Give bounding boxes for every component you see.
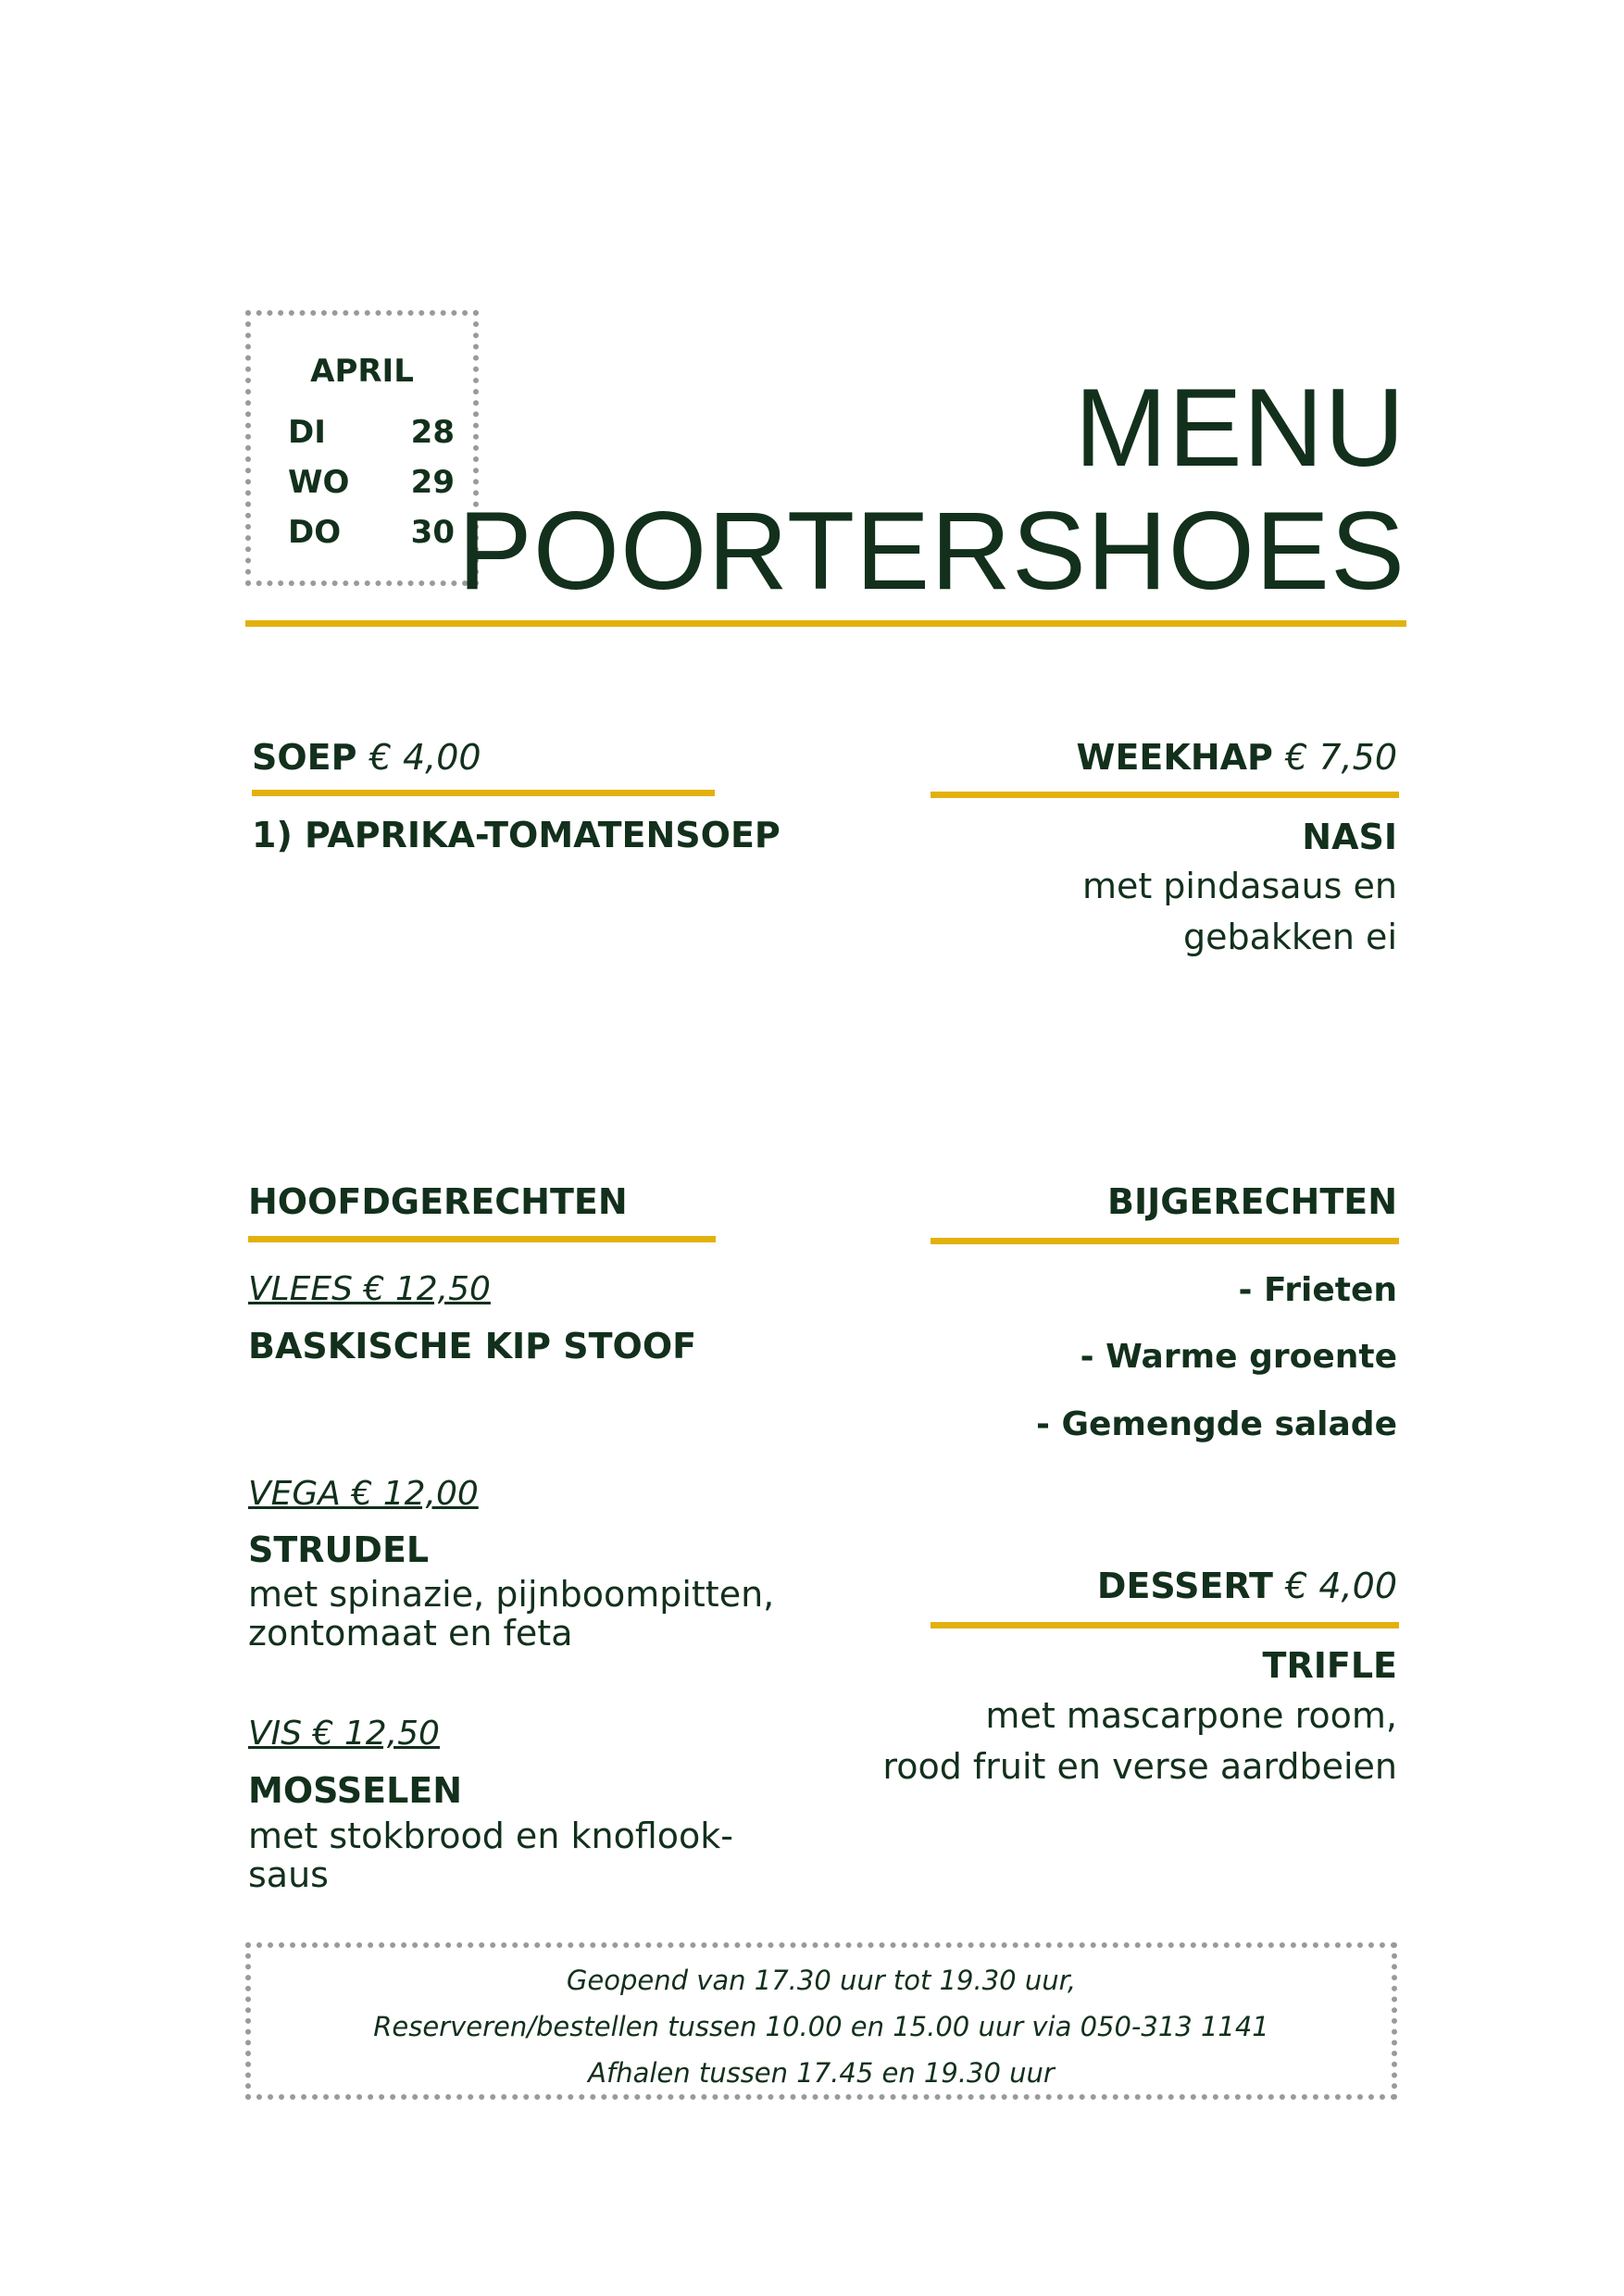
dessert-divider	[931, 1622, 1399, 1628]
vega-item: STRUDEL	[248, 1529, 430, 1570]
date-number: 30	[410, 514, 455, 551]
weekhap-item: NASI	[1302, 817, 1397, 857]
main-dishes-divider	[248, 1236, 716, 1242]
date-number: 29	[410, 464, 455, 501]
dessert-label: DESSERT	[1096, 1566, 1273, 1606]
dessert-description-line: met mascarpone room,	[985, 1695, 1397, 1736]
soup-price: € 4,00	[369, 737, 481, 778]
fish-item: MOSSELEN	[248, 1770, 463, 1811]
footer-opening-hours: Geopend van 17.30 uur tot 19.30 uur,	[566, 1965, 1077, 1996]
page-title-line1: MENU	[1074, 366, 1405, 490]
soup-header	[252, 737, 481, 778]
date-number: 28	[410, 414, 455, 451]
fish-price: VIS € 12,50	[248, 1715, 440, 1753]
date-day: WO	[288, 464, 350, 501]
dessert-description	[882, 1691, 1397, 1792]
vega-price: VEGA € 12,00	[248, 1475, 479, 1513]
date-month: APRIL	[310, 353, 414, 390]
vega-description	[248, 1576, 774, 1653]
side-dishes-header: BIJGERECHTEN	[1107, 1181, 1397, 1222]
soup-label: SOEP	[252, 737, 357, 778]
vega-description-line: zontomaat en feta	[248, 1612, 573, 1653]
soup-item: 1) PAPRIKA-TOMATENSOEP	[252, 815, 781, 855]
weekhap-description	[1082, 861, 1397, 963]
fish-description	[248, 1817, 733, 1895]
fish-description-line: saus	[248, 1853, 329, 1895]
footer-pickup: Afhalen tussen 17.45 en 19.30 uur	[588, 2057, 1055, 2089]
side-dish-item: - Warme groente	[1080, 1338, 1397, 1376]
main-dishes-header: HOOFDGERECHTEN	[248, 1181, 628, 1222]
weekhap-label: WEEKHAP	[1076, 737, 1273, 778]
weekhap-header	[1077, 737, 1397, 778]
weekhap-divider	[931, 792, 1399, 798]
meat-item: BASKISCHE KIP STOOF	[248, 1326, 697, 1366]
vega-description-line: met spinazie, pijnboompitten,	[248, 1574, 775, 1615]
dessert-item: TRIFLE	[1262, 1645, 1397, 1686]
footer-reservation: Reserveren/bestellen tussen 10.00 en 15.00 uur via 050-313 1141	[373, 2011, 1269, 2042]
soup-divider	[252, 790, 715, 796]
side-dishes-divider	[931, 1238, 1399, 1244]
date-day: DI	[288, 414, 326, 451]
footer-info-box	[245, 1942, 1397, 2100]
weekhap-description-line: gebakken ei	[1182, 917, 1397, 958]
page-title-line2: POORTERSHOES	[457, 489, 1405, 613]
dessert-description-line: rood fruit en verse aardbeien	[882, 1746, 1397, 1788]
side-dish-item: - Gemengde salade	[1035, 1405, 1397, 1443]
weekhap-description-line: met pindasaus en	[1081, 866, 1397, 906]
dessert-price: € 4,00	[1285, 1566, 1397, 1606]
weekhap-price: € 7,50	[1285, 737, 1397, 778]
date-day: DO	[288, 514, 342, 551]
meat-price: VLEES € 12,50	[248, 1270, 491, 1308]
side-dish-item: - Frieten	[1238, 1271, 1397, 1309]
dessert-header	[1097, 1566, 1397, 1606]
fish-description-line: met stokbrood en knoflook-	[248, 1816, 733, 1856]
date-box	[245, 310, 479, 586]
title-divider	[245, 620, 1406, 627]
